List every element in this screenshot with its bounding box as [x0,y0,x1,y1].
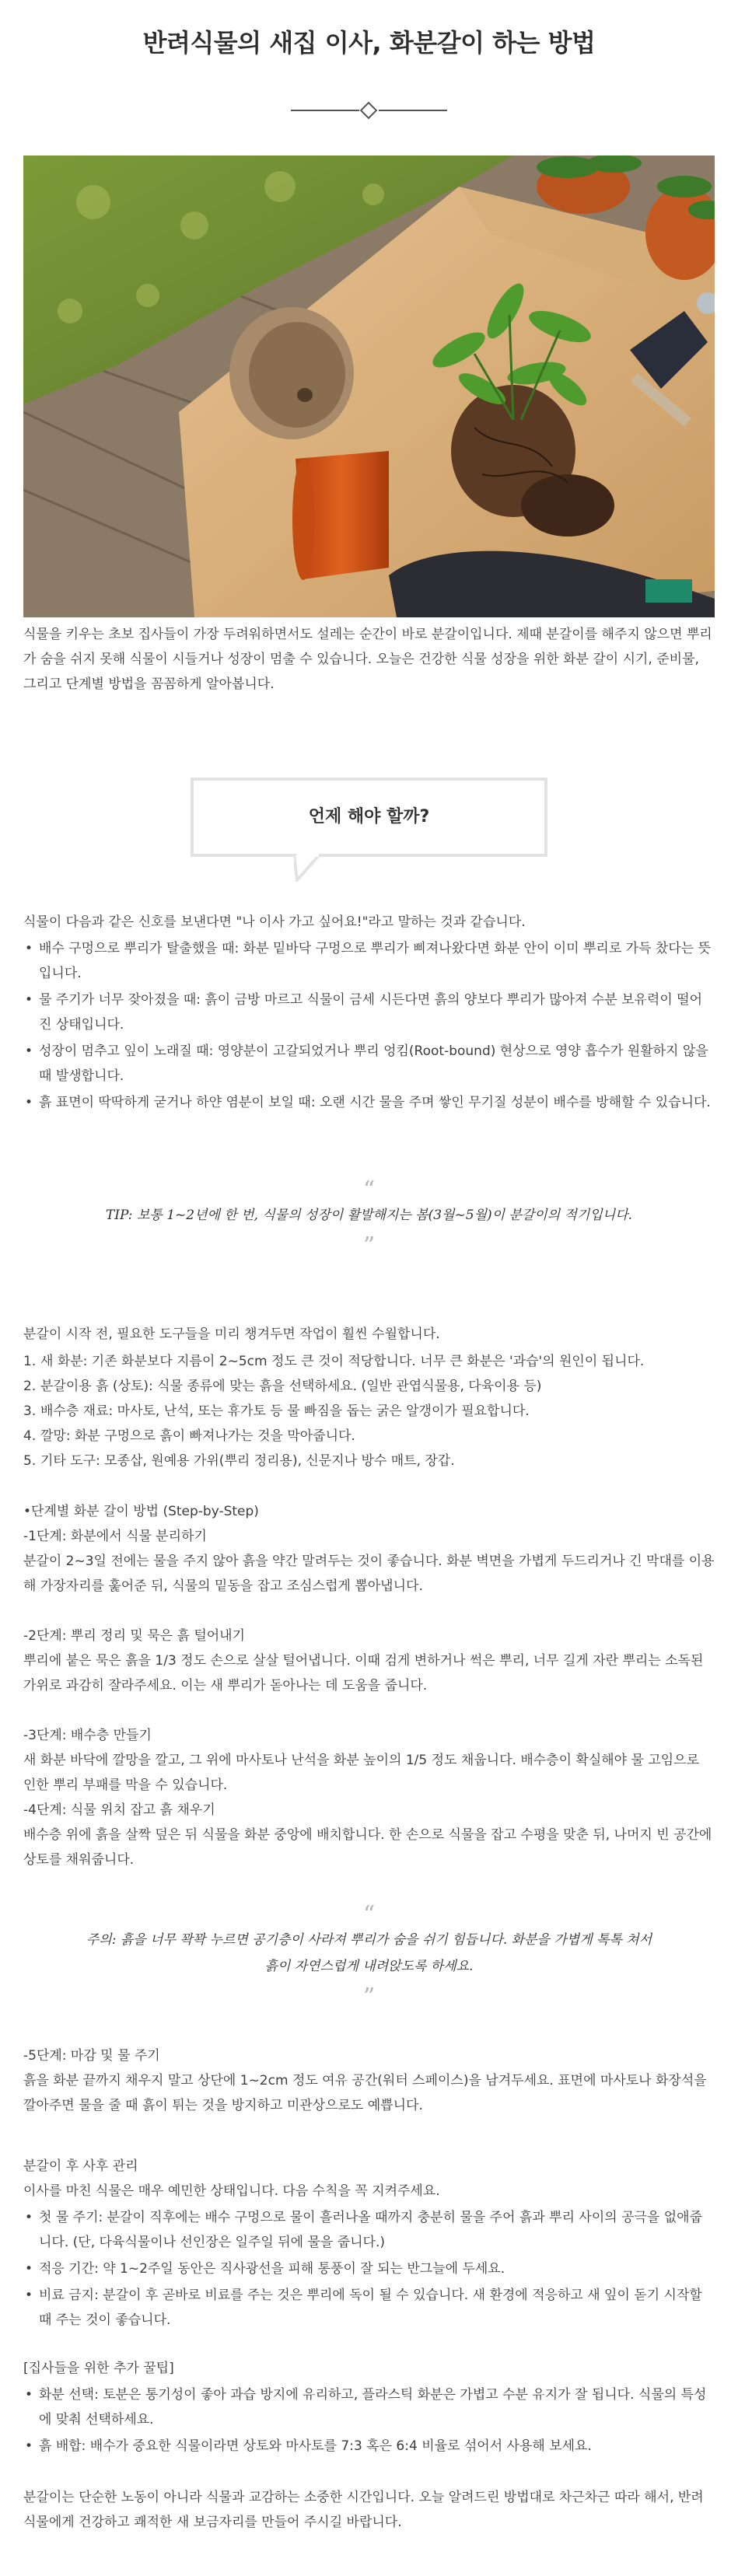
when-callout-heading: 언제 해야 할까? [191,778,547,857]
extra-tips-heading: [집사들을 위한 추가 꿀팁] [23,2361,174,2376]
outro-paragraph: 분갈이는 단순한 노동이 아니라 식물과 교감하는 소중한 시간입니다. 오늘 알려드린 방법대로 차근차근 따라 해서, 반려식물에게 건강하고 쾌적한 새 보금자리를 만들어 주시길 바랍니다. [23,2490,704,2530]
list-item: 5. 기타 도구: 모종삽, 원예용 가위(뿌리 정리용), 신문지나 방수 매트, 장갑. [23,1453,455,1469]
prep-lead: 분갈이 시작 전, 필요한 도구들을 미리 챙겨두면 작업이 훨씬 수월합니다. [23,1326,440,1342]
step2-text: 뿌리에 붙은 묵은 흙을 1/3 정도 손으로 살살 털어냅니다. 이때 검게 변하거나 썩은 뿌리, 너무 길게 자란 뿌리는 소독된 가위로 과감히 잘라주세요. 이는 새 뿌리가 돋아나는 데 도움을 줍니다. [23,1653,704,1693]
caution-quote: 주의: 흙을 너무 꽉꽉 누르면 공기층이 사라져 뿌리가 숨을 쉬기 힘듭니다. 화분을 가볍게 톡톡 쳐서 흙이 자연스럽게 내려앉도록 하세요. [86,1932,652,1974]
list-item: 3. 배수층 재료: 마사토, 난석, 또는 휴가토 등 물 빠짐을 돕는 굵은 알갱이가 필요합니다. [23,1403,530,1419]
open-quote-icon: “ [362,1901,376,1928]
close-quote-icon: ” [362,1232,376,1260]
title-divider [291,101,447,120]
list-item: • 첫 물 주기: 분갈이 직후에는 배수 구멍으로 물이 흘러나올 때까지 충분히 물을 주어 흙과 뿌리 사이의 공극을 없애줍니다. (단, 다육식물이나 선인장은 일주일 뒤에 물을 줍니다.) [23,2205,715,2255]
step1-text: 분갈이 2~3일 전에는 물을 주지 않아 흙을 약간 말려두는 것이 좋습니다. 화분 벽면을 가볍게 두드리거나 긴 막대를 이용해 가장자리를 훑어준 뒤, 식물의 밑동을 잡고 조심스럽게 뽑아냅니다. [23,1554,715,1594]
list-item: • 배수 구멍으로 뿌리가 탈출했을 때: 화분 밑바닥 구멍으로 뿌리가 삐져나왔다면 화분 안이 이미 뿌리로 가득 찼다는 뜻입니다. [23,936,715,986]
step1-title: -1단계: 화분에서 식물 분리하기 [23,1529,207,1544]
when-signs-list [23,936,715,1117]
open-quote-icon: “ [362,1176,376,1204]
aftercare-lead: 이사를 마친 식물은 매우 예민한 상태입니다. 다음 수칙을 꼭 지켜주세요. [23,2183,440,2199]
list-item: • 화분 선택: 토분은 통기성이 좋아 과습 방지에 유리하고, 플라스틱 화분은 가볍고 수분 유지가 잘 됩니다. 식물의 특성에 맞춰 선택하세요. [23,2382,715,2432]
list-item: • 흙 배합: 배수가 중요한 식물이라면 상토와 마사토를 7:3 혹은 6:4 비율로 섞어서 사용해 보세요. [23,2434,715,2459]
step2-title: -2단계: 뿌리 정리 및 묵은 흙 털어내기 [23,1628,246,1644]
list-item: • 적응 기간: 약 1~2주일 동안은 직사광선을 피해 통풍이 잘 되는 반그늘에 두세요. [23,2256,715,2281]
aftercare-heading: 분갈이 후 사후 관리 [23,2158,138,2174]
list-item: 2. 분갈이용 흙 (상토): 식물 종류에 맞는 흙을 선택하세요. (일반 관엽식물용, 다육이용 등) [23,1379,542,1394]
list-item: 1. 새 화분: 기존 화분보다 지름이 2~5cm 정도 큰 것이 적당합니다. 너무 큰 화분은 '과습'의 원인이 됩니다. [23,1354,645,1369]
page-title: 반려식물의 새집 이사, 화분갈이 하는 방법 [142,28,596,58]
list-item: • 흙 표면이 딱딱하게 굳거나 하얀 염분이 보일 때: 오랜 시간 물을 주며 쌓인 무기질 성분이 배수를 방해할 수 있습니다. [23,1090,715,1115]
step3-text: 새 화분 바닥에 깔망을 깔고, 그 위에 마사토나 난석을 화분 높이의 1/5 정도 채웁니다. 배수층이 확실해야 물 고임으로 인한 뿌리 부패를 막을 수 있습니다. [23,1753,700,1793]
step5-text: 흙을 화분 끝까지 채우지 말고 상단에 1~2cm 정도 여유 공간(워터 스페이스)을 남겨두세요. 표면에 마사토나 화장석을 깔아주면 물을 줄 때 흙이 튀는 것을 방지하고 미관상으로도 예쁩니다. [23,2073,707,2113]
when-lead: 식물이 다음과 같은 신호를 보낸다면 "나 이사 가고 싶어요!"라고 말하는 것과 같습니다. [23,914,526,930]
extra-tips-list [23,2382,715,2460]
tip-quote: TIP: 보통 1~2년에 한 번, 식물의 성장이 활발해지는 봄(3월~5월)이 분갈이의 적기입니다. [105,1208,633,1223]
callout-tail [294,854,320,882]
prep-list [23,1349,715,1473]
step4-title: -4단계: 식물 위치 잡고 흙 채우기 [23,1802,215,1818]
list-item: • 성장이 멈추고 잎이 노래질 때: 영양분이 고갈되었거나 뿌리 엉킴(Root-bound) 현상으로 영양 흡수가 원활하지 않을 때 발생합니다. [23,1039,715,1089]
step3-title: -3단계: 배수층 만들기 [23,1728,152,1743]
steps-heading: •단계별 화분 갈이 방법 (Step-by-Step) [23,1504,259,1519]
list-item: • 물 주기가 너무 잦아졌을 때: 흙이 금방 마르고 식물이 금세 시든다면 흙의 양보다 뿌리가 많아져 수분 보유력이 떨어진 상태입니다. [23,987,715,1037]
intro-paragraph: 식물을 키우는 초보 집사들이 가장 두려워하면서도 설레는 순간이 바로 분갈이입니다. 제때 분갈이를 해주지 않으면 뿌리가 숨을 쉬지 못해 식물이 시들거나 성장이 멈출 수 있습니다. 오늘은 건강한 식물 성장을 위한 화분 갈이 시기, 준비물, 그리고 단계별 방법을 꼼꼼하게 알아봅니다. [23,627,712,692]
list-item: • 비료 금지: 분갈이 후 곧바로 비료를 주는 것은 뿌리에 독이 될 수 있습니다. 새 환경에 적응하고 새 잎이 돋기 시작할 때 주는 것이 좋습니다. [23,2283,715,2333]
list-item: 4. 깔망: 화분 구멍으로 흙이 빠져나가는 것을 막아줍니다. [23,1428,355,1444]
hero-image [23,156,715,617]
close-quote-icon: ” [362,1984,376,2011]
step5-title: -5단계: 마감 및 물 주기 [23,2048,160,2064]
aftercare-list [23,2205,715,2334]
step4-text: 배수층 위에 흙을 살짝 덮은 뒤 식물을 화분 중앙에 배치합니다. 한 손으로 식물을 잡고 수평을 맞춘 뒤, 나머지 빈 공간에 상토를 채워줍니다. [23,1827,712,1868]
